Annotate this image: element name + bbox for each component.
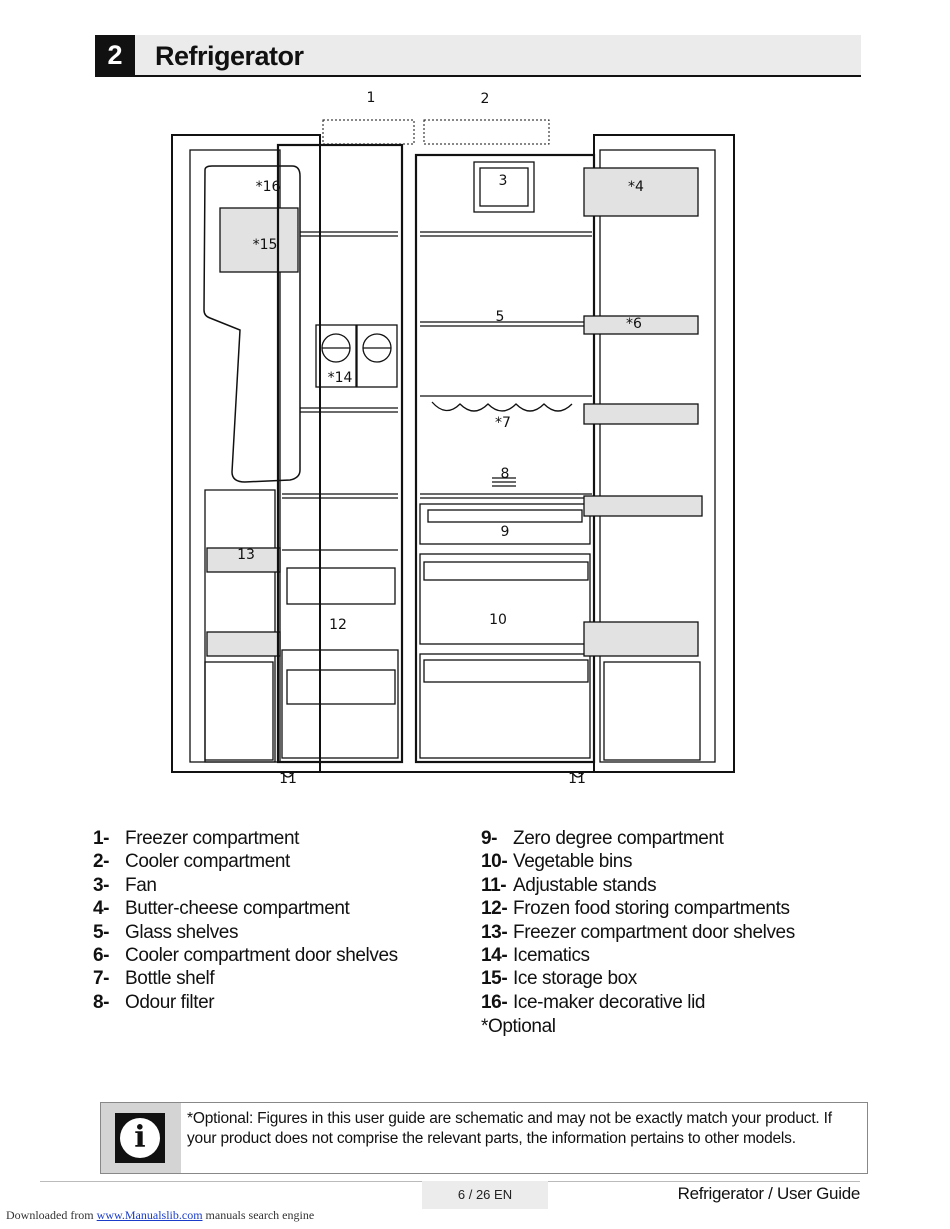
freezer-door-lower — [205, 490, 275, 762]
legend-item: 16- Ice-maker decorative lid — [481, 991, 706, 1013]
optional-note: *Optional — [481, 1016, 556, 1038]
cooler-door-bin — [604, 662, 700, 760]
download-note: Downloaded from www.Manualslib.com manuals search engine — [6, 1208, 315, 1222]
legend-item: 7- Bottle shelf — [93, 968, 215, 990]
cooler-door-shelf-2 — [584, 404, 698, 424]
guide-title: Refrigerator / User Guide — [677, 1184, 860, 1203]
page-title: Refrigerator — [155, 41, 304, 71]
page-number: 6 / 26 EN — [422, 1181, 548, 1209]
callout-freezer-door-shelves: 13 — [237, 547, 255, 563]
callout-freezer: 1 — [366, 90, 376, 106]
callout-ice-maker-lid: *16 — [255, 179, 281, 195]
callout-stand-left: 11 — [279, 771, 297, 787]
info-box — [100, 1102, 868, 1174]
legend-right — [481, 827, 881, 1040]
callout-cooler: 2 — [480, 91, 490, 107]
info-icon-panel — [101, 1103, 181, 1173]
legend-item: 12- Frozen food storing compartments — [481, 898, 790, 920]
callout-zero-degree: 9 — [500, 524, 510, 540]
freezer-top-indicator — [323, 120, 414, 144]
callout-door-shelves: *6 — [626, 316, 642, 332]
legend-item: 4- Butter-cheese compartment — [93, 898, 350, 920]
cooler-compartment — [416, 155, 594, 762]
frozen-food-drawer-1 — [287, 568, 395, 604]
legend-item: 13- Freezer compartment door shelves — [481, 921, 795, 943]
freezer-door-bin — [205, 662, 273, 760]
legend-item: 8- Odour filter — [93, 991, 215, 1013]
callout-frozen-food: 12 — [329, 617, 347, 633]
vegetable-bin-2 — [420, 654, 590, 758]
legend-item: 3- Fan — [93, 874, 157, 896]
manualslib-link[interactable]: www.Manualslib.com — [96, 1208, 203, 1222]
legend-item: 14- Icematics — [481, 944, 590, 966]
callout-odour-filter: 8 — [500, 466, 510, 482]
callout-vegetable-bins: 10 — [489, 612, 507, 628]
section-number: 2 — [95, 35, 135, 75]
legend-item: 2- Cooler compartment — [93, 851, 290, 873]
info-text: *Optional: Figures in this user guide are schematic and may not be exactly match your product. If your product does not comprise the relevant parts, the information pertains to other models. — [187, 1110, 832, 1147]
legend-item: 9- Zero degree compartment — [481, 828, 724, 849]
legend-item: 5- Glass shelves — [93, 921, 239, 943]
callout-butter-cheese: *4 — [628, 179, 644, 195]
legend-item: 1- Freezer compartment — [93, 828, 300, 849]
callout-stand-right: 11 — [568, 771, 586, 787]
callout-glass-shelves: 5 — [495, 309, 505, 325]
info-icon: i — [115, 1113, 165, 1163]
bottle-shelf-wave — [432, 402, 572, 411]
legend-item: 11- Adjustable stands — [481, 874, 657, 896]
cooler-top-indicator — [424, 120, 549, 144]
legend-item: 10- Vegetable bins — [481, 851, 633, 873]
callout-fan: 3 — [498, 173, 508, 189]
cooler-door-inner — [600, 150, 715, 762]
callout-ice-storage: *15 — [252, 237, 278, 253]
callout-icematics: *14 — [327, 370, 353, 386]
cooler-door-shelf-4 — [584, 622, 698, 656]
callout-bottle-shelf: *7 — [495, 415, 511, 431]
frozen-food-drawer-2-front — [287, 670, 395, 704]
freezer-door-shelf-2 — [207, 632, 280, 656]
cooler-door-shelf-3 — [584, 496, 702, 516]
legend-item: 6- Cooler compartment door shelves — [93, 944, 398, 966]
vegetable-bin-1 — [420, 554, 590, 644]
legend-item: 15- Ice storage box — [481, 968, 637, 990]
cooler-door — [594, 135, 734, 772]
legend-left — [93, 827, 463, 1014]
